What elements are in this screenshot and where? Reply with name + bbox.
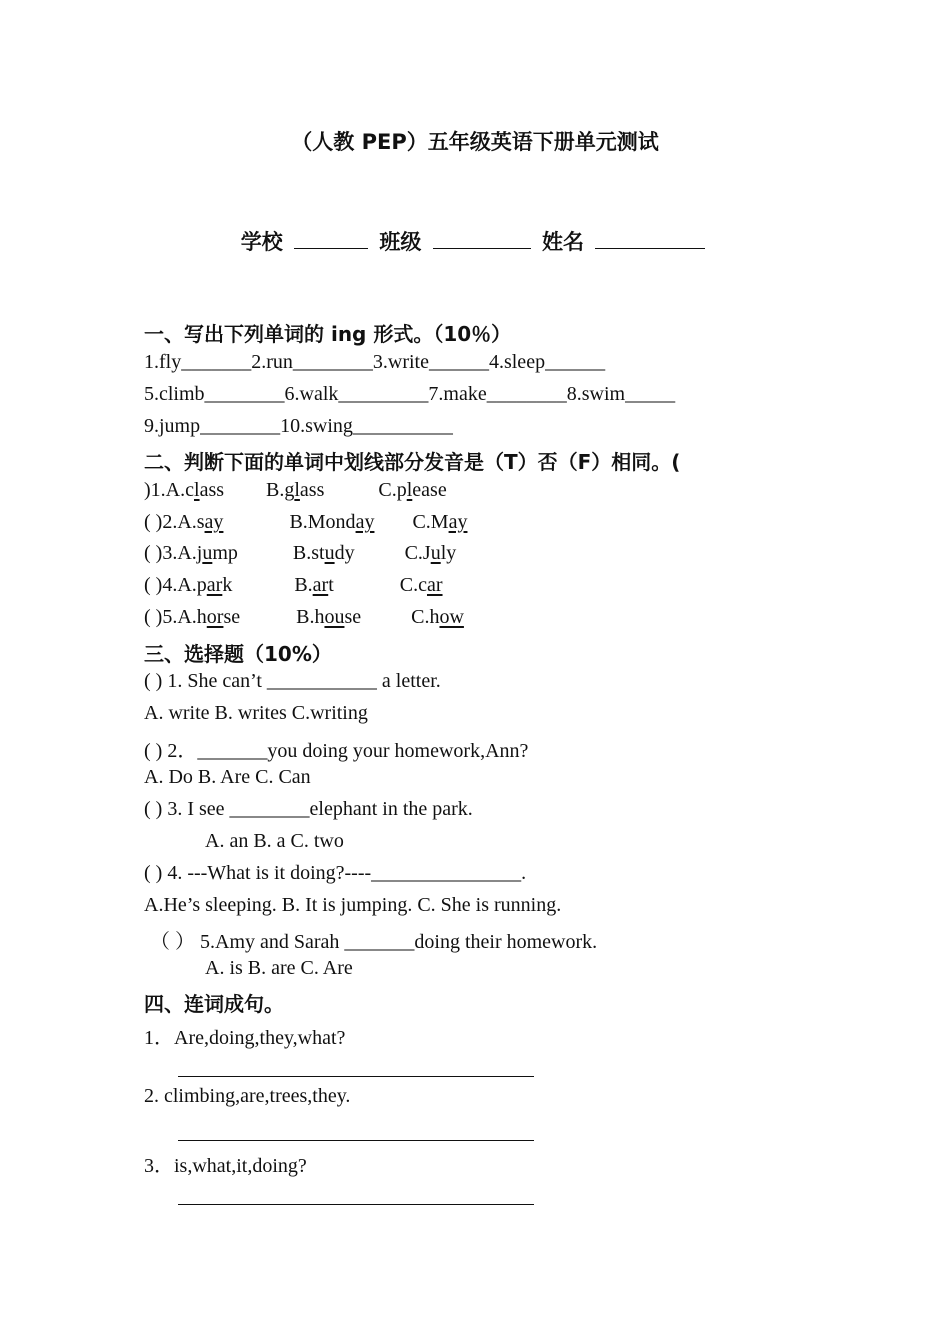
word-part: ass bbox=[299, 479, 325, 501]
s2-question-5 bbox=[144, 606, 464, 629]
answer-line-1[interactable] bbox=[178, 1076, 534, 1077]
underlined-part: u bbox=[324, 542, 335, 564]
s3-question-4: ( ) 4. ---What is it doing?----_______________. bbox=[144, 862, 527, 884]
word-part: se bbox=[344, 606, 362, 628]
s4-question-2: 2. climbing,are,trees,they. bbox=[144, 1085, 351, 1107]
word-part: B.Mond bbox=[289, 511, 356, 533]
s2-question-2 bbox=[144, 511, 467, 534]
name-label: 姓名 bbox=[541, 230, 584, 254]
s1-line-3: 9.jump________10.swing__________ bbox=[144, 415, 453, 437]
word-part: C.p bbox=[378, 479, 407, 501]
underlined-part: ar bbox=[426, 574, 443, 596]
word-part: ly bbox=[440, 542, 457, 564]
s3-question-5: （ ） 5.Amy and Sarah _______doing their homework. bbox=[150, 931, 598, 953]
q-prefix: ( )3.A.j bbox=[144, 542, 203, 564]
word-part: C.J bbox=[404, 542, 431, 564]
q-prefix: )1.A. bbox=[144, 479, 186, 501]
word-part: dy bbox=[334, 542, 355, 564]
word-part: k bbox=[222, 574, 233, 596]
s3-question-1: ( ) 1. She can’t ___________ a letter. bbox=[144, 670, 441, 692]
underlined-part: l bbox=[406, 479, 413, 501]
word-part: se bbox=[223, 606, 241, 628]
underlined-part: u bbox=[430, 542, 441, 564]
q-prefix: ( )2.A.s bbox=[144, 511, 205, 533]
s3-options-4: A.He’s sleeping. B. It is jumping. C. She is running. bbox=[144, 894, 562, 916]
q-prefix: ( )4.A.p bbox=[144, 574, 207, 596]
school-label: 学校 bbox=[240, 230, 283, 254]
s2-question-1 bbox=[144, 479, 447, 502]
word-part: t bbox=[328, 574, 334, 596]
underlined-part: ar bbox=[312, 574, 329, 596]
word-part: ease bbox=[412, 479, 447, 501]
page-title: （人教 PEP）五年级英语下册单元测试 bbox=[291, 130, 659, 154]
word-part: B.g bbox=[266, 479, 295, 501]
word-part: C.M bbox=[412, 511, 449, 533]
word-part: B.h bbox=[296, 606, 325, 628]
underlined-part: ay bbox=[448, 511, 468, 533]
s3-options-5: A. is B. are C. Are bbox=[205, 957, 353, 979]
s3-options-1: A. write B. writes C.writing bbox=[144, 702, 368, 724]
word-part: ass bbox=[199, 479, 225, 501]
section-4-title: 四、连词成句。 bbox=[144, 992, 284, 1016]
student-info-row bbox=[0, 226, 950, 256]
answer-line-2[interactable] bbox=[178, 1140, 534, 1141]
underlined-part: u bbox=[202, 542, 213, 564]
s2-question-3 bbox=[144, 542, 456, 565]
section-1-title: 一、写出下列单词的 ing 形式。（10％） bbox=[144, 322, 512, 346]
underlined-part: l bbox=[194, 479, 200, 501]
school-blank[interactable] bbox=[294, 230, 368, 249]
word-part: B.st bbox=[292, 542, 325, 564]
s3-options-3: A. an B. a C. two bbox=[205, 830, 344, 852]
s3-question-3: ( ) 3. I see ________elephant in the park. bbox=[144, 798, 473, 820]
class-label: 班级 bbox=[379, 230, 422, 254]
class-blank[interactable] bbox=[433, 230, 531, 249]
s2-question-4 bbox=[144, 574, 443, 597]
word-part: mp bbox=[212, 542, 238, 564]
s1-line-2: 5.climb________6.walk_________7.make________8.swim_____ bbox=[144, 383, 676, 405]
underlined-part: ar bbox=[206, 574, 223, 596]
s3-question-2: ( ) 2．_______you doing your homework,Ann? bbox=[144, 740, 529, 762]
underlined-part: or bbox=[206, 606, 224, 628]
s1-line-1: 1.fly_______2.run________3.write______4.sleep______ bbox=[144, 351, 606, 373]
section-2-title: 二、判断下面的单词中划线部分发音是（T）否（F）相同。( bbox=[144, 450, 681, 474]
word-part: C.c bbox=[399, 574, 427, 596]
underlined-part: ay bbox=[204, 511, 224, 533]
word-part: B. bbox=[294, 574, 313, 596]
underlined-part: ay bbox=[355, 511, 375, 533]
s4-question-3: 3．is,what,it,doing? bbox=[144, 1155, 307, 1177]
underlined-part: l bbox=[294, 479, 300, 501]
underlined-part: ou bbox=[324, 606, 345, 628]
section-3-title: 三、选择题（10%） bbox=[144, 642, 332, 666]
s4-question-1: 1．Are,doing,they,what? bbox=[144, 1027, 346, 1049]
answer-line-3[interactable] bbox=[178, 1204, 534, 1205]
word-part: C.h bbox=[411, 606, 440, 628]
q-prefix: ( )5.A.h bbox=[144, 606, 207, 628]
s3-options-2: A. Do B. Are C. Can bbox=[144, 766, 311, 788]
word-part: c bbox=[185, 479, 194, 501]
name-blank[interactable] bbox=[595, 230, 705, 249]
underlined-part: ow bbox=[439, 606, 464, 628]
